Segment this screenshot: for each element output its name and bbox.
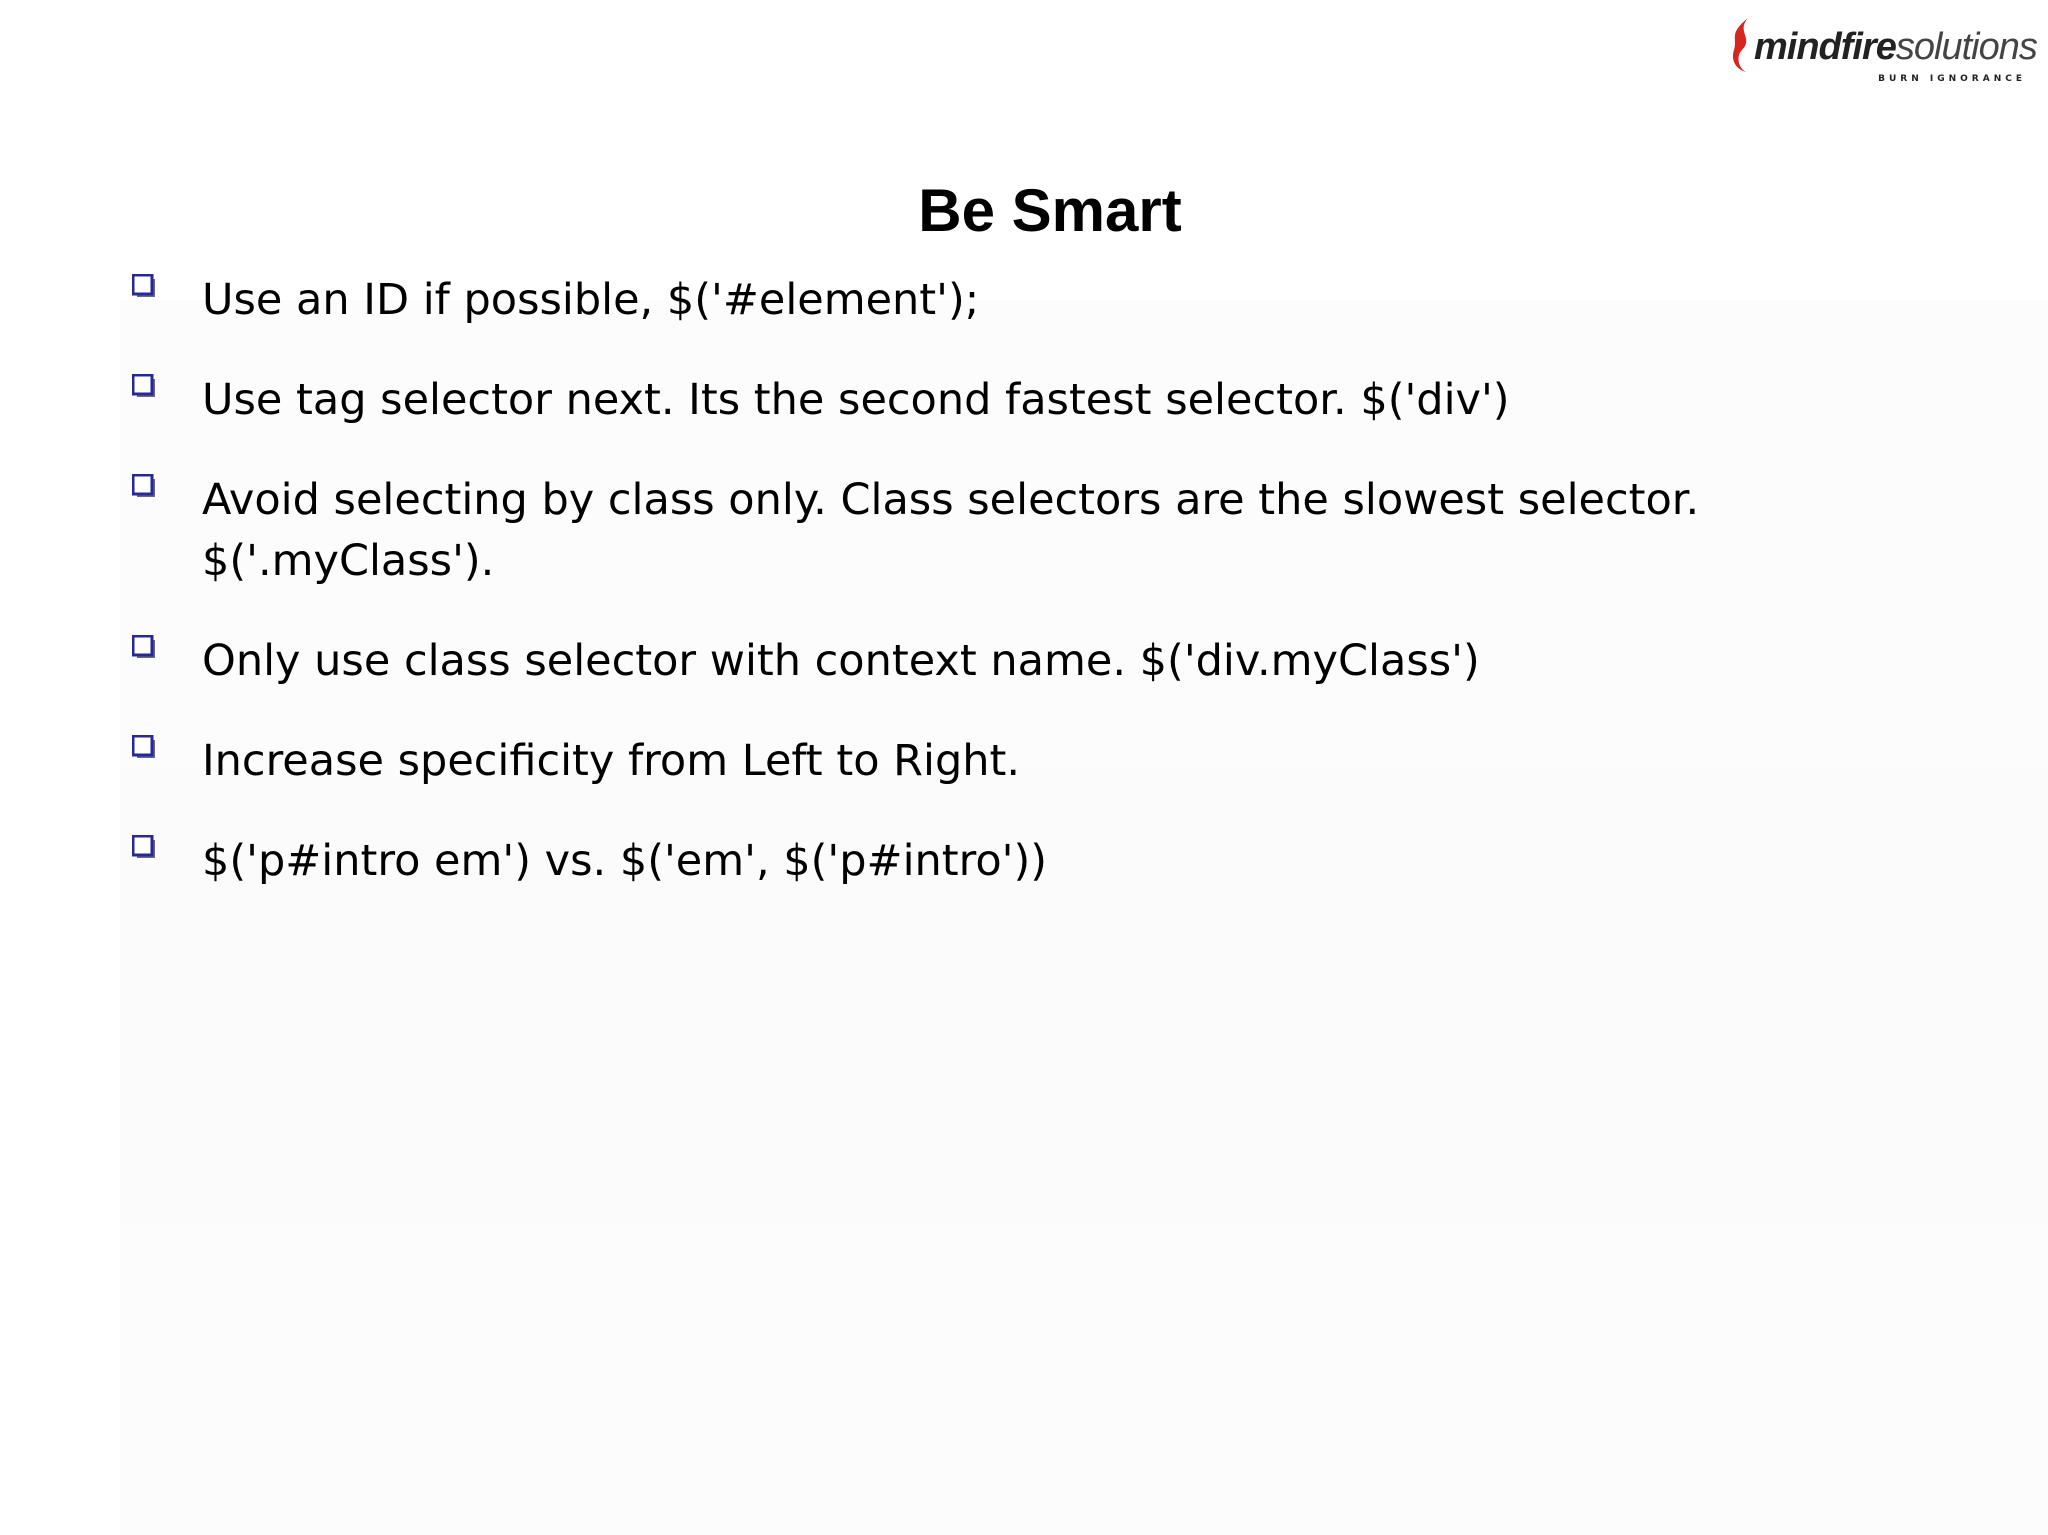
- hollow-square-bullet-icon: [132, 635, 156, 659]
- slide-title: Be Smart: [918, 177, 1182, 244]
- bullet-item: [128, 831, 1778, 892]
- logo-wordmark: [1754, 28, 2037, 66]
- bullet-text: Avoid selecting by class only. Class selectors are the slowest selector.: [202, 475, 1700, 525]
- bullet-text: $('.myClass').: [202, 536, 495, 586]
- bullet-item: [128, 631, 1778, 692]
- hollow-square-bullet-icon: [132, 835, 156, 859]
- hollow-square-bullet-icon: [132, 274, 156, 298]
- bullet-item: [128, 731, 1778, 792]
- logo-tagline: BURN IGNORANCE: [1878, 74, 2026, 84]
- logo-wordmark-light: solutions: [1895, 26, 2037, 68]
- bullet-item: [128, 370, 1778, 431]
- bullet-text: $('p#intro em') vs. $('em', $('p#intro')): [202, 836, 1048, 886]
- hollow-square-bullet-icon: [132, 474, 156, 498]
- bullet-list: [128, 270, 1778, 931]
- bullet-item: [128, 470, 1778, 592]
- bullet-text: Use an ID if possible, $('#element');: [202, 275, 980, 325]
- bullet-text: Use tag selector next. Its the second fastest selector. $('div'): [202, 375, 1510, 425]
- company-logo: [1724, 14, 2037, 94]
- logo-wordmark-strong: mindfire: [1754, 26, 1896, 68]
- hollow-square-bullet-icon: [132, 735, 156, 759]
- bullet-text: Only use class selector with context name. $('div.myClass'): [202, 636, 1480, 686]
- hollow-square-bullet-icon: [132, 374, 156, 398]
- bullet-text: Increase specificity from Left to Right.: [202, 736, 1021, 786]
- bullet-item: [128, 270, 1778, 331]
